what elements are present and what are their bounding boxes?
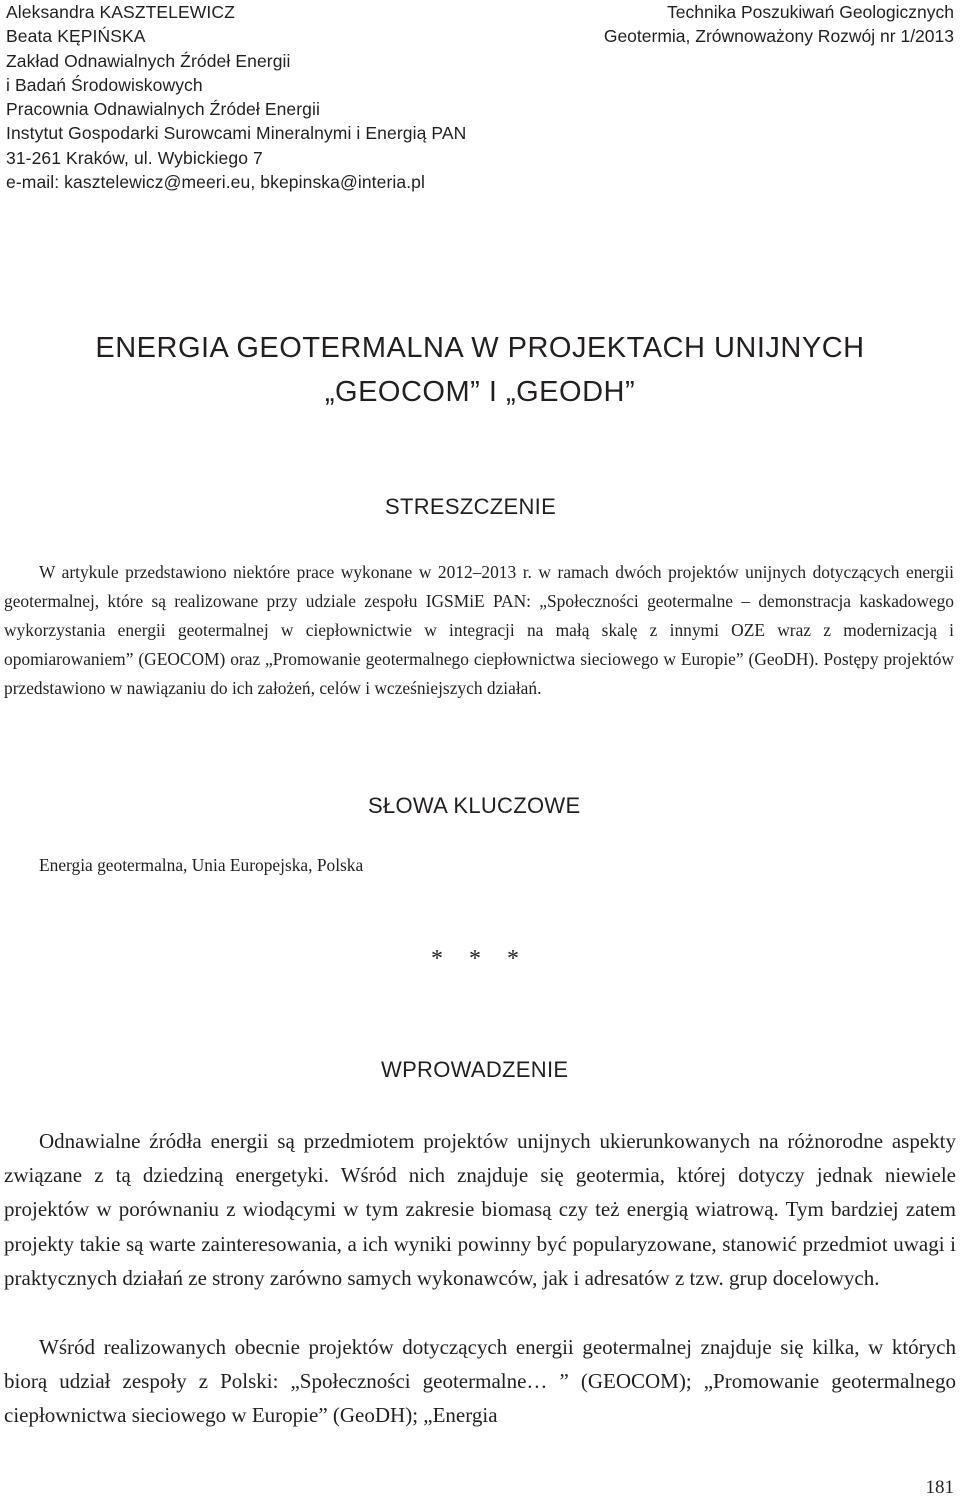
affiliation-line: Instytut Gospodarki Surowcami Mineralnymi i Energią PAN <box>6 123 467 144</box>
page-number: 181 <box>925 1477 954 1498</box>
article-title <box>0 326 960 414</box>
introduction-paragraph: Odnawialne źródła energii są przedmiotem projektów unijnych ukierunkowanych na różnorodne aspekty związane z tą dziedziną energetyki. Wśród nich znajduje się geotermia, której dotyczy jednak niewiele projektów w porównaniu z wiodącymi w tym zakresie biomasą czy też energią wiatrową. Tym bardziej zatem projekty takie są warte zainteresowania, a ich wyniki powinny być popularyzowane, stanowić przedmiot uwagi i praktycznych działań ze strony zarówno samych wykonawców, jak i adresatów z tzw. grup docelowych. <box>4 1129 956 1290</box>
keywords-text: Energia geotermalna, Unia Europejska, Polska <box>39 855 364 875</box>
journal-issue: Geotermia, Zrównoważony Rozwój nr 1/2013 <box>603 26 954 47</box>
affiliation-line: Pracownia Odnawialnych Źródeł Energii <box>6 99 320 120</box>
keywords-heading: SŁOWA KLUCZOWE <box>368 793 581 818</box>
journal-title: Technika Poszukiwań Geologicznych <box>667 2 954 22</box>
introduction-heading: WPROWADZENIE <box>381 1057 569 1082</box>
email-line: e-mail: kasztelewicz@meeri.eu, bkepinska@interia.pl <box>6 172 425 193</box>
abstract-heading: STRESZCZENIE <box>385 494 557 519</box>
affiliation-line: Zakład Odnawialnych Źródeł Energii <box>6 50 291 71</box>
affiliation-line: i Badań Środowiskowych <box>6 74 203 95</box>
introduction-paragraph: Wśród realizowanych obecnie projektów dotyczących energii geotermalnej znajduje się kilka, w których biorą udział zespoły z Polski: „Społeczności geotermalne… ” (GEOCOM); „Promowanie geotermalnego ciepłownictwa sieciowego w Europie” (GeoDH); „Energia <box>4 1335 956 1428</box>
author-name: Beata KĘPIŃSKA <box>6 26 146 47</box>
section-separator: * * * <box>431 946 529 972</box>
address-line: 31-261 Kraków, ul. Wybickiego 7 <box>6 147 263 168</box>
title-line: „GEOCOM” I „GEODH” <box>324 376 636 408</box>
abstract-text: W artykule przedstawiono niektóre prace wykonane w 2012–2013 r. w ramach dwóch projektów unijnych dotyczących energii geotermalnej, które są realizowane przy udziale zespołu IGSMiE PAN: „Społeczności geotermalne – demonstracja kaskadowego wykorzystania energii geotermalnej w ciepłownictwie w integracji na małą skalę z innymi OZE wraz z modernizacją i opomiarowaniem” (GEOCOM) oraz „Promowanie geotermalnego ciepłownictwa sieciowego w Europie” (GeoDH). Postępy projektów przedstawiono w nawiązaniu do ich założeń, celów i wcześniejszych działań. <box>4 562 954 698</box>
author-affiliation-block <box>6 0 466 194</box>
title-line: ENERGIA GEOTERMALNA W PROJEKTACH UNIJNYCH <box>95 332 865 364</box>
author-name: Aleksandra KASZTELEWICZ <box>6 2 235 22</box>
journal-header <box>604 0 954 49</box>
